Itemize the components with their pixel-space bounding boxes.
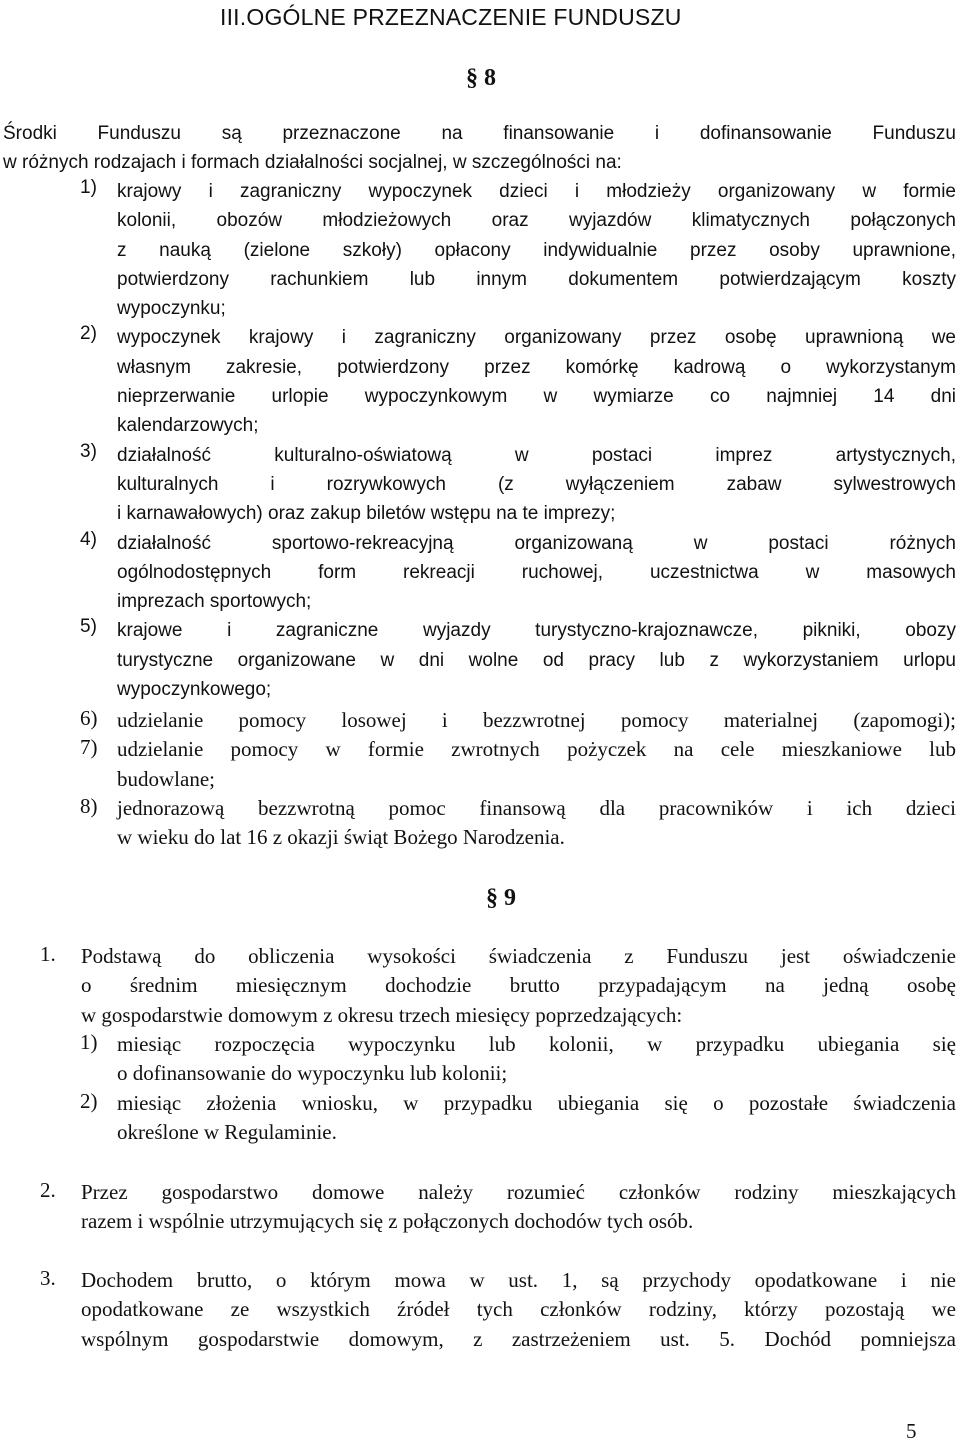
sub-item-number: 1) <box>80 1030 98 1054</box>
paragraph-8-intro <box>3 119 956 178</box>
point-line: wspólnym gospodarstwie domowym, z zastrzeżeniem ust. 5. Dochód pomniejsza <box>81 1326 956 1351</box>
item-line: jednorazową bezzwrotną pomoc finansową dla pracowników i ich dzieci <box>117 795 956 820</box>
item-line: krajowy i zagraniczny wypoczynek dzieci i młodzieży organizowany w formie <box>117 181 956 202</box>
paragraph-8-list-sans <box>80 177 956 704</box>
sub-item <box>80 1089 956 1148</box>
item-line: ogólnodostępnych form rekreacji ruchowej, uczestnictwa w masowych <box>117 561 956 583</box>
paragraph-9-point-3 <box>40 1266 956 1354</box>
item-number: 5) <box>80 616 97 638</box>
list-item <box>80 323 956 440</box>
list-item <box>80 441 956 529</box>
list-item <box>80 616 956 704</box>
item-line: wypoczynku; <box>117 298 226 320</box>
item-line: działalność kulturalno-oświatową w postaci imprez artystycznych, <box>117 444 956 466</box>
item-line: udzielanie pomocy losowej i bezzwrotnej pomocy materialnej (zapomogi); <box>117 708 956 732</box>
point-line: Podstawą do obliczenia wysokości świadczenia z Funduszu jest oświadczenie <box>81 944 956 968</box>
point-row <box>40 1266 956 1354</box>
intro-line: w różnych rodzajach i formach działalności socjalnej, w szczególności na: <box>3 152 622 174</box>
intro-line: Środki Funduszu są przeznaczone na finansowanie i dofinansowanie Funduszu <box>3 123 956 144</box>
point-row <box>40 942 956 1030</box>
sub-item-line: miesiąc złożenia wniosku, w przypadku ubiegania się o pozostałe świadczenia <box>117 1090 956 1115</box>
list-item <box>80 177 956 323</box>
sub-item-line: określone w Regulaminie. <box>117 1119 337 1144</box>
point-line: razem i wspólnie utrzymujących się z połączonych dochodów tych osób. <box>81 1209 694 1234</box>
item-line: kulturalnych i rozrywkowych (z wyłączeniem zabaw sylwestrowych <box>117 473 956 495</box>
sub-item-line: o dofinansowanie do wypoczynku lub kolonii; <box>117 1061 508 1086</box>
list-item <box>80 794 956 853</box>
item-number: 6) <box>80 706 98 730</box>
point-line: opodatkowane ze wszystkich źródeł tych członków rodziny, którzy pozostają we <box>81 1297 956 1322</box>
paragraph-9-point-2 <box>40 1178 956 1237</box>
paragraph-8-mark: § 8 <box>466 65 496 91</box>
item-line: udzielanie pomocy w formie zwrotnych pożyczek na cele mieszkaniowe lub <box>117 737 956 762</box>
point-line: w gospodarstwie domowym z okresu trzech miesięcy poprzedzających: <box>81 1002 683 1027</box>
point-line: Przez gospodarstwo domowe należy rozumieć członków rodziny mieszkających <box>81 1180 956 1204</box>
item-line: potwierdzony rachunkiem lub innym dokumentem potwierdzającym koszty <box>117 268 956 290</box>
item-number: 2) <box>80 323 97 345</box>
item-line: imprezach sportowych; <box>117 591 312 613</box>
paragraph-9-sublist <box>80 1030 956 1147</box>
item-line: z nauką (zielone szkoły) opłacony indywidualnie przez osoby uprawnione, <box>117 239 956 261</box>
item-line: nieprzerwanie urlopie wypoczynkowym w wymiarze co najmniej 14 dni <box>117 386 956 408</box>
item-line: i karnawałowych) oraz zakup biletów wstępu na te imprezy; <box>117 503 616 525</box>
sub-item <box>80 1030 956 1089</box>
item-number: 7) <box>80 735 98 760</box>
item-line: turystyczne organizowane w dni wolne od pracy lub z wykorzystaniem urlopu <box>117 649 956 671</box>
item-line: własnym zakresie, potwierdzony przez komórkę kadrową o wykorzystanym <box>117 356 956 378</box>
page-number: 5 <box>906 1419 917 1443</box>
section-title: III.OGÓLNE PRZEZNACZENIE FUNDUSZU <box>220 4 682 30</box>
item-line: krajowe i zagraniczne wyjazdy turystyczno-krajoznawcze, pikniki, obozy <box>117 620 956 642</box>
item-line: budowlane; <box>117 766 215 791</box>
sub-item-line: miesiąc rozpoczęcia wypoczynku lub kolonii, w przypadku ubiegania się <box>117 1032 956 1056</box>
item-line: kolonii, obozów młodzieżowych oraz wyjazdów klimatycznych połączonych <box>117 210 956 232</box>
item-line: w wieku do lat 16 z okazji świąt Bożego Narodzenia. <box>117 825 565 850</box>
item-number: 1) <box>80 177 97 198</box>
point-line: Dochodem brutto, o którym mowa w ust. 1, są przychody opodatkowane i nie <box>81 1268 956 1292</box>
item-line: wypoczynek krajowy i zagraniczny organizowany przez osobę uprawnioną we <box>117 327 956 349</box>
paragraph-9-mark: § 9 <box>486 885 516 911</box>
point-row <box>40 1178 956 1237</box>
point-number: 3. <box>40 1266 56 1290</box>
list-item <box>80 706 956 735</box>
item-line: kalendarzowych; <box>117 415 259 437</box>
point-number: 1. <box>40 942 56 966</box>
sub-item-number: 2) <box>80 1088 98 1113</box>
list-item <box>80 529 956 617</box>
point-line: o średnim miesięcznym dochodzie brutto przypadającym na jedną osobę <box>81 973 956 998</box>
item-line: wypoczynkowego; <box>117 679 272 701</box>
item-number: 8) <box>80 793 98 818</box>
point-number: 2. <box>40 1178 56 1202</box>
item-line: działalność sportowo-rekreacyjną organizowaną w postaci różnych <box>117 532 956 554</box>
item-number: 3) <box>80 440 97 462</box>
item-number: 4) <box>80 528 97 550</box>
paragraph-8-list-serif <box>80 706 956 852</box>
list-item <box>80 735 956 794</box>
paragraph-9-point-1 <box>40 942 956 1030</box>
